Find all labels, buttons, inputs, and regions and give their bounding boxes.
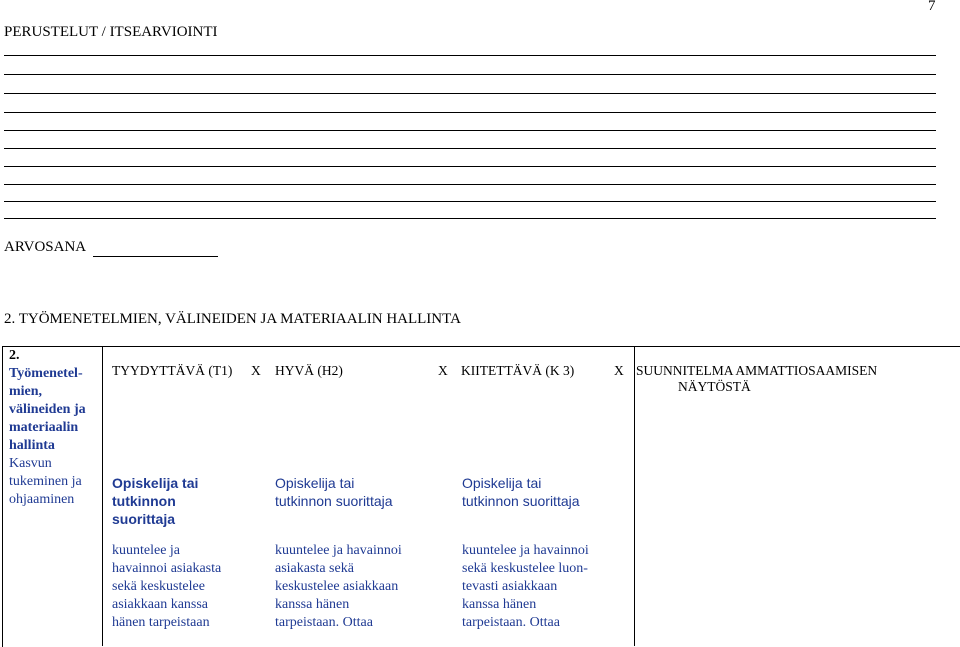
description-line: tarpeistaan. Ottaa bbox=[462, 615, 560, 630]
row-title-line: välineiden ja bbox=[9, 402, 86, 417]
grade-blank-line[interactable] bbox=[93, 256, 218, 257]
criteria-line: suorittaja bbox=[112, 511, 176, 527]
description-line: asiakkaan kanssa bbox=[112, 597, 209, 612]
section-title-perustelut: PERUSTELUT / ITSEARVIOINTI bbox=[4, 24, 218, 40]
header-x-t1[interactable]: X bbox=[251, 363, 261, 378]
row-subtitle-line: Kasvun bbox=[9, 456, 52, 471]
criteria-h2 bbox=[275, 474, 393, 510]
row-title-line: Työmenetel- bbox=[9, 366, 83, 381]
header-tyydyttava: TYYDYTTÄVÄ (T1) bbox=[112, 363, 233, 378]
description-line: hänen tarpeistaan bbox=[112, 615, 210, 630]
criteria-line: tutkinnon bbox=[112, 493, 176, 509]
criteria-line: tutkinnon suorittaja bbox=[462, 493, 580, 509]
criteria-t1 bbox=[112, 474, 198, 528]
description-line: keskustelee asiakkaan bbox=[275, 579, 399, 594]
grade-label: ARVOSANA bbox=[4, 239, 87, 255]
header-hyva: HYVÄ (H2) bbox=[275, 363, 343, 378]
writing-line bbox=[4, 55, 936, 56]
description-line: sekä keskustelee luon- bbox=[462, 561, 588, 576]
header-suunnitelma: SUUNNITELMA AMMATTIOSAAMISEN bbox=[636, 363, 878, 378]
description-line: kuuntelee ja havainnoi bbox=[275, 543, 402, 558]
writing-line bbox=[4, 148, 936, 149]
criteria-line: Opiskelija tai bbox=[275, 475, 355, 491]
description-line: sekä keskustelee bbox=[112, 579, 205, 594]
writing-line bbox=[4, 184, 936, 185]
row-subtitle-line: ohjaaminen bbox=[9, 492, 75, 507]
criteria-k3 bbox=[462, 474, 580, 510]
criteria-line: tutkinnon suorittaja bbox=[275, 493, 393, 509]
row-number: 2. bbox=[9, 348, 20, 363]
criteria-line: Opiskelija tai bbox=[462, 475, 542, 491]
writing-line bbox=[4, 218, 936, 219]
description-line: kuuntelee ja havainnoi bbox=[462, 543, 589, 558]
table-divider bbox=[102, 346, 103, 646]
row-title-line: materiaalin bbox=[9, 420, 79, 435]
description-line: tevasti asiakkaan bbox=[462, 579, 558, 594]
row-title bbox=[9, 347, 86, 509]
writing-line bbox=[4, 166, 936, 167]
row-title-line: mien, bbox=[9, 384, 43, 399]
description-h2 bbox=[275, 542, 402, 632]
header-naytosta: NÄYTÖSTÄ bbox=[678, 379, 751, 394]
table-divider bbox=[634, 346, 635, 646]
description-line: havainnoi asiakasta bbox=[112, 561, 222, 576]
description-line: asiakasta sekä bbox=[275, 561, 354, 576]
row-subtitle-line: tukeminen ja bbox=[9, 474, 82, 489]
header-kiitettava: KIITETTÄVÄ (K 3) bbox=[461, 363, 575, 378]
description-line: kanssa hänen bbox=[275, 597, 350, 612]
description-line: kanssa hänen bbox=[462, 597, 537, 612]
description-line: tarpeistaan. Ottaa bbox=[275, 615, 373, 630]
writing-line bbox=[4, 93, 936, 94]
description-t1 bbox=[112, 542, 221, 632]
section-title-tyomenetelmat: 2. TYÖMENETELMIEN, VÄLINEIDEN JA MATERIAALIN HALLINTA bbox=[4, 311, 461, 327]
writing-line bbox=[4, 201, 936, 202]
writing-line bbox=[4, 130, 936, 131]
writing-line bbox=[4, 112, 936, 113]
page-number: 7 bbox=[928, 0, 936, 14]
writing-line bbox=[4, 74, 936, 75]
description-k3 bbox=[462, 542, 589, 632]
description-line: kuuntelee ja bbox=[112, 543, 181, 558]
header-x-h2[interactable]: X bbox=[438, 363, 448, 378]
row-title-line: hallinta bbox=[9, 438, 55, 453]
header-x-k3[interactable]: X bbox=[614, 363, 624, 378]
criteria-line: Opiskelija tai bbox=[112, 475, 199, 491]
